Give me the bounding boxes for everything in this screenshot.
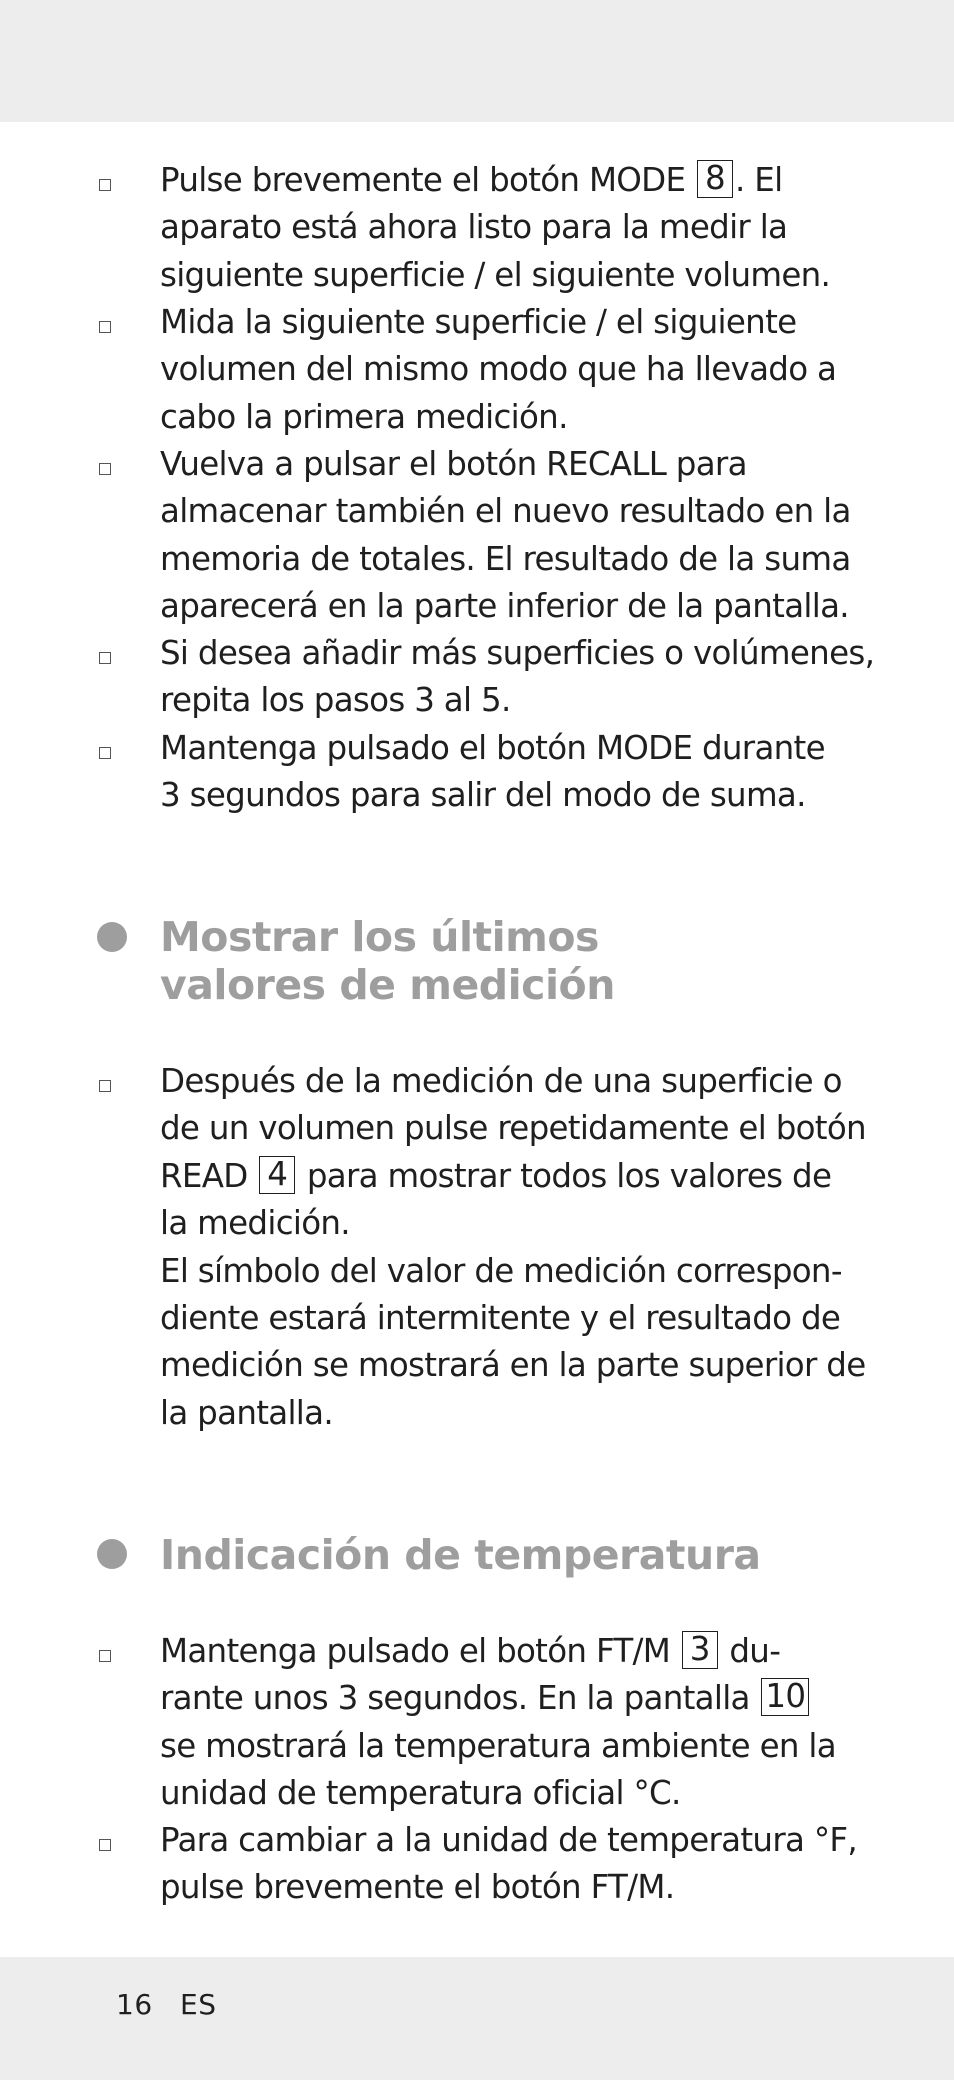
- section-bullet-icon: [97, 922, 127, 952]
- language-code: ES: [180, 1988, 217, 2021]
- reference-number-box: 8: [697, 160, 733, 198]
- list-item: [160, 1058, 866, 1437]
- item-text: unidad de temperatura oficial °C.: [160, 1774, 681, 1813]
- item-text: Mantenga pulsado el botón MODE durante: [160, 729, 825, 767]
- page-number: 16: [116, 1988, 153, 2021]
- reference-number-box: 10: [761, 1678, 809, 1716]
- item-text: repita los pasos 3 al 5.: [160, 681, 511, 720]
- list-checkbox-icon: [99, 1080, 111, 1092]
- item-text: medición se mostrará en la parte superior de: [160, 1346, 866, 1385]
- item-text: Mida la siguiente superficie / el siguiente: [160, 303, 797, 341]
- list-item: [160, 630, 875, 725]
- reference-number-box: 3: [682, 1631, 718, 1669]
- item-text: Después de la medición de una superficie o: [160, 1062, 842, 1100]
- item-text: Pulse brevemente el botón MODE: [160, 161, 686, 199]
- item-text: aparato está ahora listo para la medir la: [160, 208, 788, 247]
- page-header-band: [0, 0, 954, 122]
- list-item: [160, 1628, 860, 1818]
- item-text: READ: [160, 1156, 248, 1195]
- item-text: diente estará intermitente y el resultado de: [160, 1299, 841, 1338]
- item-text: cabo la primera medición.: [160, 397, 568, 436]
- list-item: [160, 1817, 860, 1912]
- item-text: du-: [729, 1632, 781, 1670]
- list-checkbox-icon: [99, 463, 111, 475]
- section-heading: Indicación de temperatura: [160, 1531, 761, 1579]
- item-text: almacenar también el nuevo resultado en la: [160, 492, 851, 531]
- item-text: El símbolo del valor de medición correspon-: [160, 1251, 842, 1290]
- list-item: [160, 157, 860, 299]
- list-item: [160, 725, 860, 820]
- item-text: rante unos 3 segundos. En la pantalla: [160, 1679, 750, 1718]
- item-text: 3 segundos para salir del modo de suma.: [160, 776, 806, 815]
- item-text: memoria de totales. El resultado de la suma: [160, 539, 851, 578]
- list-checkbox-icon: [99, 747, 111, 759]
- section-heading: Mostrar los últimos valores de medición: [160, 913, 615, 1009]
- item-text: siguiente superficie / el siguiente volumen.: [160, 255, 831, 294]
- item-text: Vuelva a pulsar el botón RECALL para: [160, 445, 747, 483]
- list-checkbox-icon: [99, 1839, 111, 1851]
- section-bullet-icon: [97, 1539, 127, 1569]
- list-item: [160, 441, 860, 631]
- list-checkbox-icon: [99, 652, 111, 664]
- list-checkbox-icon: [99, 321, 111, 333]
- item-text: Para cambiar a la unidad de temperatura °F,: [160, 1821, 858, 1859]
- list-checkbox-icon: [99, 1650, 111, 1662]
- list-item: [160, 299, 860, 441]
- item-text: . El: [734, 161, 783, 199]
- item-text: la pantalla.: [160, 1393, 333, 1432]
- item-text: Si desea añadir más superficies o volúmenes,: [160, 634, 875, 672]
- item-text: volumen del mismo modo que ha llevado a: [160, 350, 837, 389]
- reference-number-box: 4: [259, 1156, 295, 1194]
- item-text: de un volumen pulse repetidamente el botón: [160, 1109, 866, 1148]
- item-text: aparecerá en la parte inferior de la pantalla.: [160, 587, 849, 626]
- item-text: la medición.: [160, 1204, 350, 1243]
- item-text: Mantenga pulsado el botón FT/M: [160, 1632, 671, 1670]
- list-checkbox-icon: [99, 179, 111, 191]
- item-text: para mostrar todos los valores de: [306, 1156, 832, 1195]
- item-text: pulse brevemente el botón FT/M.: [160, 1868, 675, 1907]
- item-text: se mostrará la temperatura ambiente en la: [160, 1726, 836, 1765]
